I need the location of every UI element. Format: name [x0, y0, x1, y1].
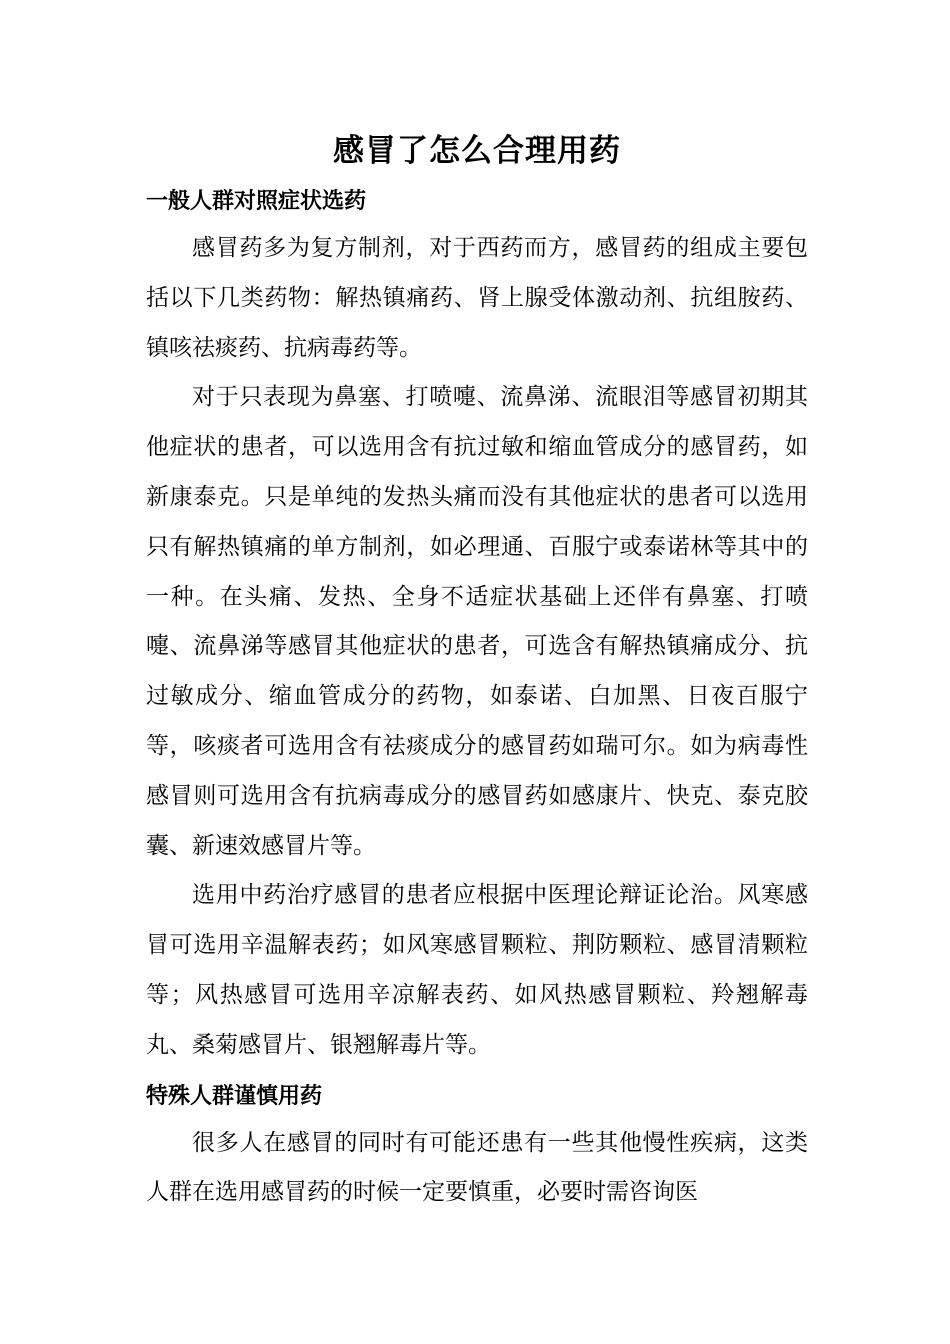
section-general-population	[146, 178, 808, 1071]
document-page	[146, 126, 808, 1218]
section-heading: 一般人群对照症状选药	[146, 188, 367, 214]
document-title: 感冒了怎么合理用药	[333, 133, 621, 169]
paragraph: 很多人在感冒的同时有可能还患有一些其他慢性疾病，这类人群在选用感冒药的时候一定要慎重，必要时需咨询医	[146, 1129, 808, 1206]
paragraph: 感冒药多为复方制剂，对于西药而方，感冒药的组成主要包括以下几类药物：解热镇痛药、肾上腺受体激动剂、抗组胺药、镇咳祛痰药、抗病毒药等。	[146, 235, 808, 361]
paragraph: 选用中药治疗感冒的患者应根据中医理论辩证论治。风寒感冒可选用辛温解表药；如风寒感冒颗粒、荆防颗粒、感冒清颗粒等；风热感冒可选用辛凉解表药、如风热感冒颗粒、羚翘解毒丸、桑菊感冒片、银翘解毒片等。	[146, 882, 808, 1058]
section-heading: 特殊人群谨慎用药	[146, 1082, 323, 1109]
paragraph: 对于只表现为鼻塞、打喷嚏、流鼻涕、流眼泪等感冒初期其他症状的患者，可以选用含有抗过敏和缩血管成分的感冒药，如新康泰克。只是单纯的发热头痛而没有其他症状的患者可以选用只有解热镇痛的单方制剂，如必理通、百服宁或泰诺林等其中的一种。在头痛、发热、全身不适症状基础上还伴有鼻塞、打喷嚏、流鼻涕等感冒其他症状的患者，可选含有解热镇痛成分、抗过敏成分、缩血管成分的药物，如泰诺、白加黑、日夜百服宁等，咳痰者可选用含有祛痰成分的感冒药如瑞可尔。如为病毒性感冒则可选用含有抗病毒成分的感冒药如感康片、快克、泰克胶囊、新速效感冒片等。	[146, 384, 808, 859]
section-special-population	[146, 1073, 808, 1219]
